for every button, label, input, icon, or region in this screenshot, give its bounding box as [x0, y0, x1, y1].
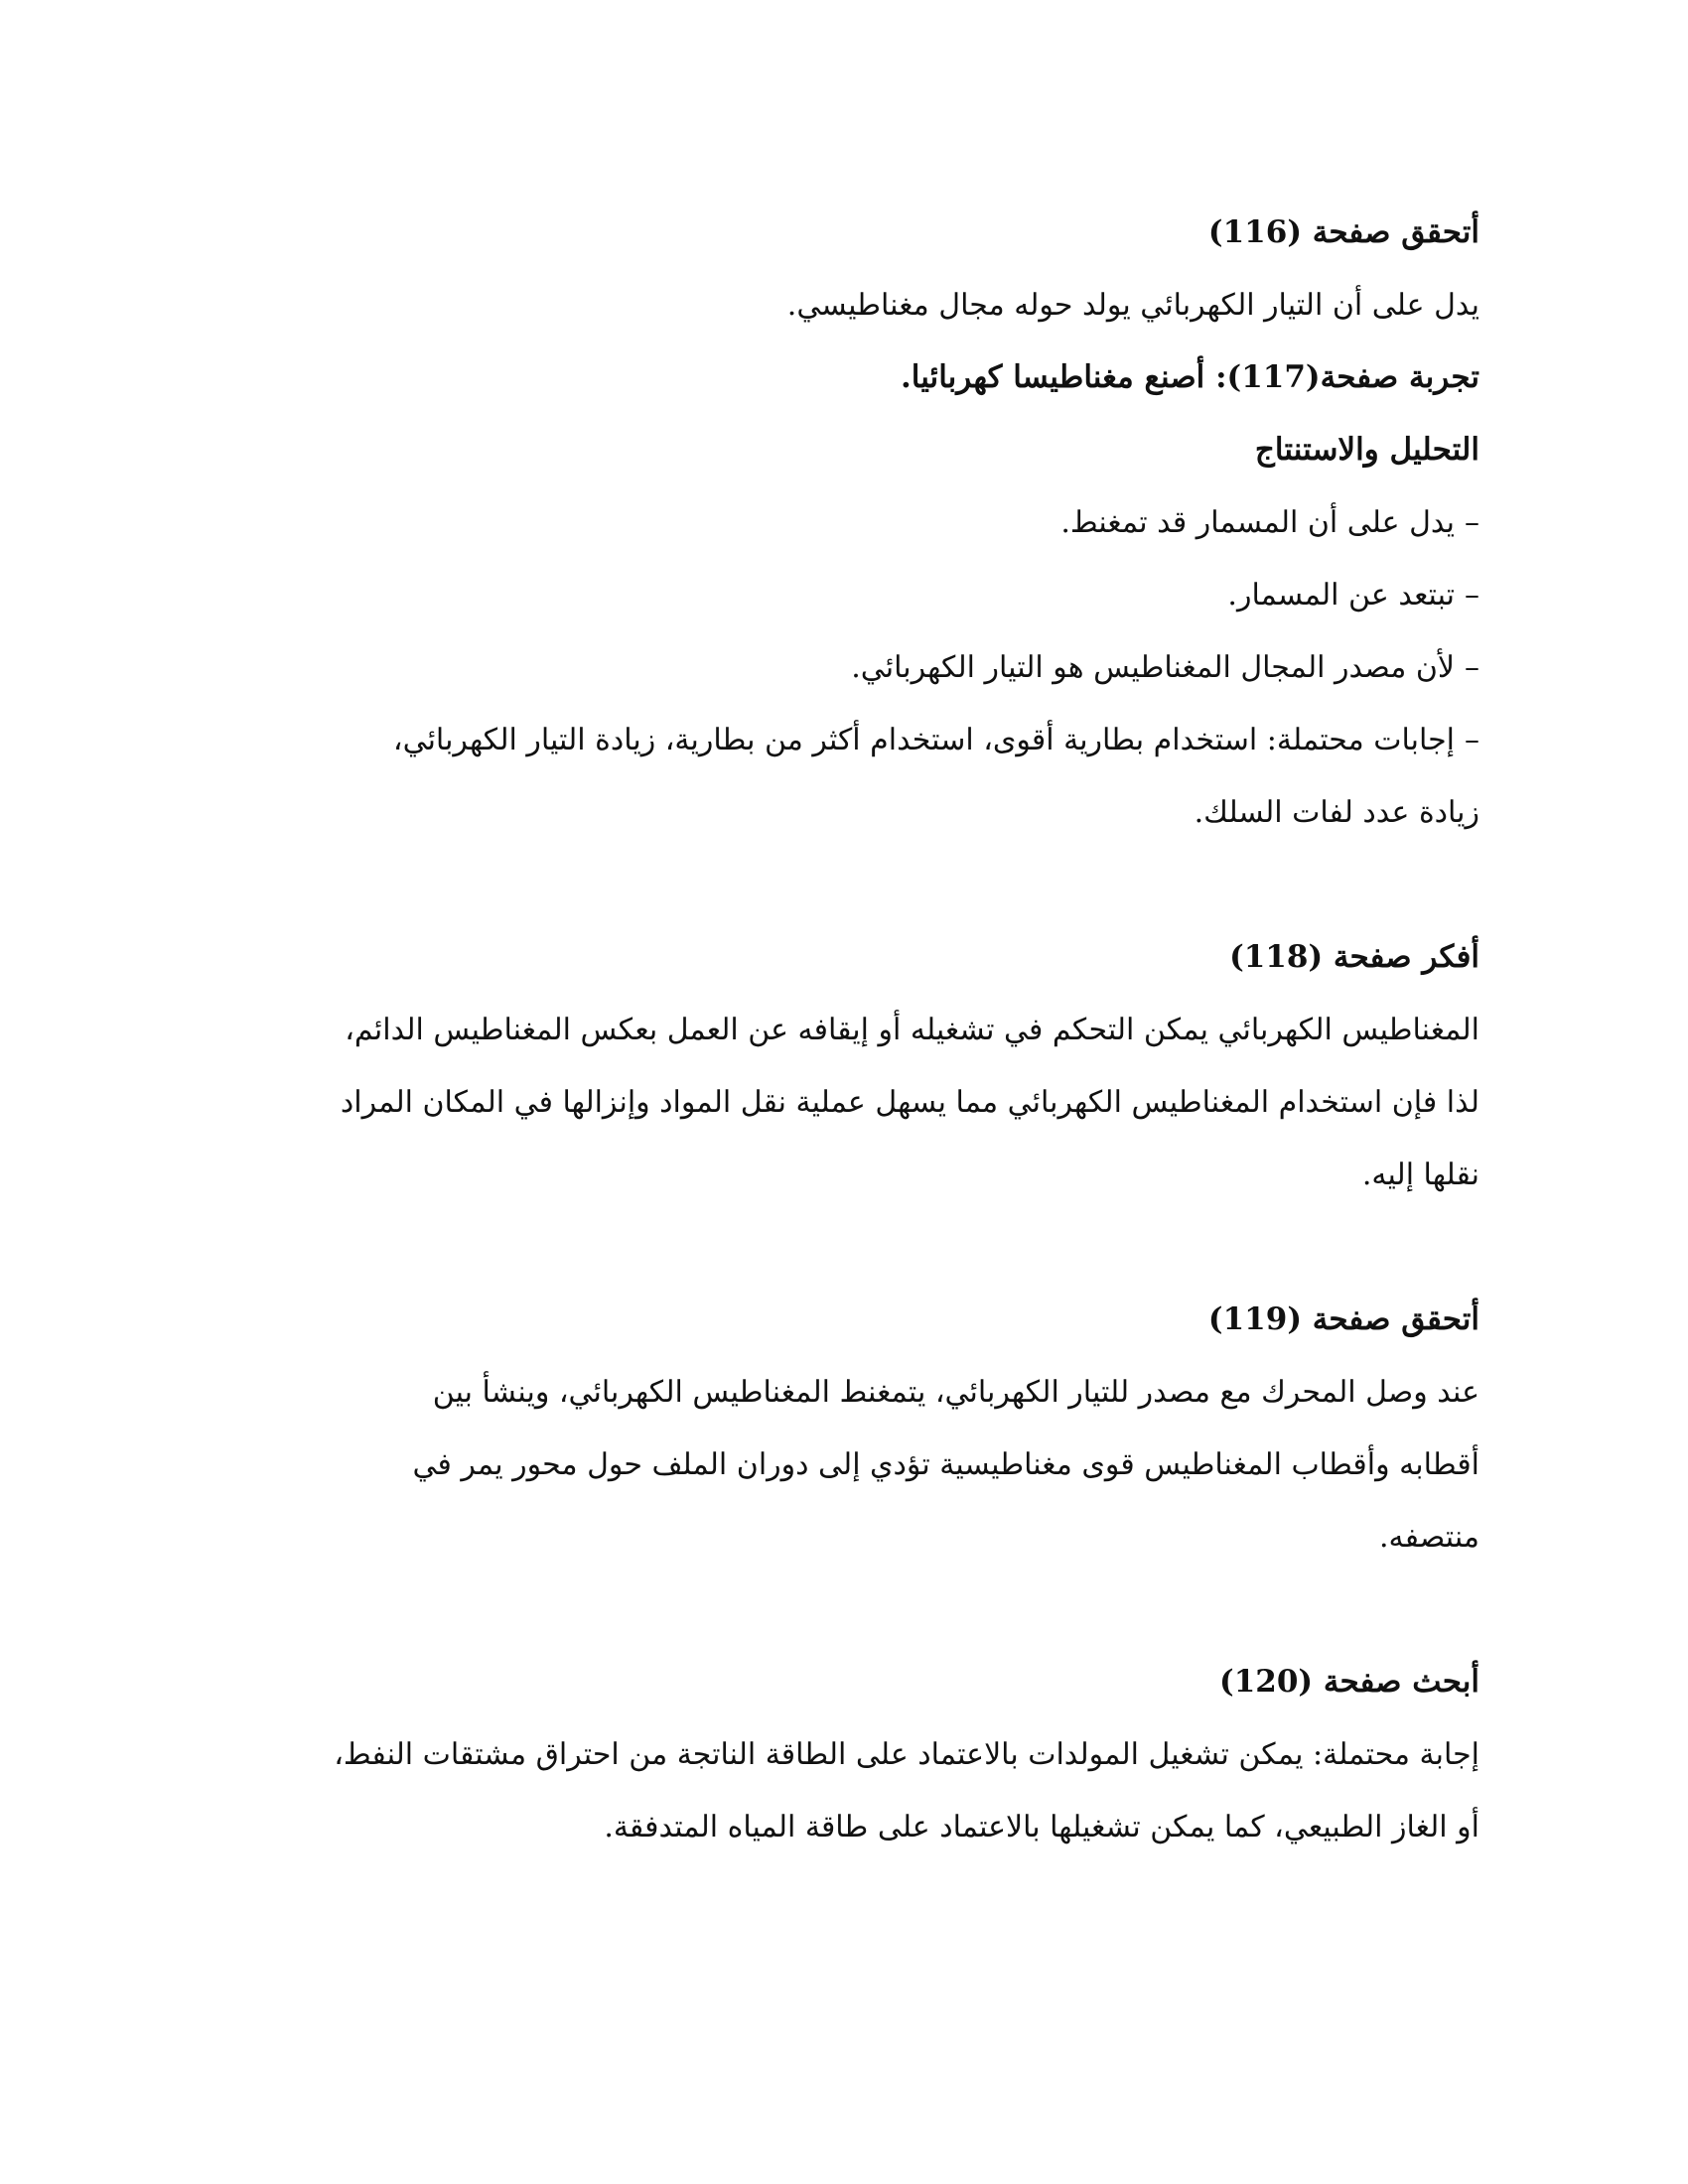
bullet-dash: – [1465, 505, 1479, 540]
paragraph-line: أقطابه وأقطاب المغناطيس قوى مغناطيسية تؤدي إلى دوران الملف حول محور يمر في [412, 1447, 1479, 1482]
bullet-text: تبتعد عن المسمار. [1227, 578, 1455, 613]
section-heading: أبحث صفحة (120) [1219, 1664, 1479, 1700]
paragraph-line: نقلها إليه. [1361, 1158, 1479, 1192]
bullet-item [238, 559, 1479, 631]
paragraph-line: يدل على أن التيار الكهربائي يولد حوله مجال مغناطيسي. [786, 288, 1479, 323]
paragraph-line: إجابة محتملة: يمكن تشغيل المولدات بالاعتماد على الطاقة الناتجة من احتراق مشتقات النفط، [334, 1737, 1479, 1772]
section-heading: تجربة صفحة(117): أصنع مغناطيسا كهربائيا. [900, 359, 1479, 395]
section-spacer [238, 849, 1479, 921]
bullet-item [238, 486, 1479, 559]
bullet-item [238, 704, 1479, 776]
section-heading: أتحقق صفحة (119) [1207, 1301, 1479, 1337]
bullet-text: إجابات محتملة: استخدام بطارية أقوى، استخدام أكثر من بطارية، زيادة التيار الكهربائي، [392, 723, 1455, 757]
section-heading: أتحقق صفحة (116) [1207, 214, 1479, 250]
document-page [238, 197, 1479, 1863]
section-subheading: التحليل والاستنتاج [1254, 432, 1479, 468]
bullet-continuation: زيادة عدد لفات السلك. [1194, 795, 1479, 830]
section-spacer [238, 1573, 1479, 1646]
paragraph-line: أو الغاز الطبيعي، كما يمكن تشغيلها بالاعتماد على طاقة المياه المتدفقة. [604, 1810, 1479, 1844]
section-spacer [238, 1211, 1479, 1284]
paragraph-line: لذا فإن استخدام المغناطيس الكهربائي مما يسهل عملية نقل المواد وإنزالها في المكان المراد [340, 1085, 1479, 1120]
bullet-text: يدل على أن المسمار قد تمغنط. [1060, 505, 1455, 540]
paragraph-line: منتصفه. [1379, 1520, 1479, 1555]
paragraph-line: عند وصل المحرك مع مصدر للتيار الكهربائي، يتمغنط المغناطيس الكهربائي، وينشأ بين [432, 1375, 1479, 1410]
bullet-dash: – [1465, 723, 1479, 757]
bullet-text: لأن مصدر المجال المغناطيس هو التيار الكهربائي. [851, 650, 1455, 685]
bullet-item [238, 631, 1479, 704]
bullet-dash: – [1465, 650, 1479, 685]
paragraph-line: المغناطيس الكهربائي يمكن التحكم في تشغيله أو إيقافه عن العمل بعكس المغناطيس الدائم، [345, 1013, 1479, 1047]
bullet-dash: – [1465, 578, 1479, 613]
section-heading: أفكر صفحة (118) [1229, 939, 1479, 975]
